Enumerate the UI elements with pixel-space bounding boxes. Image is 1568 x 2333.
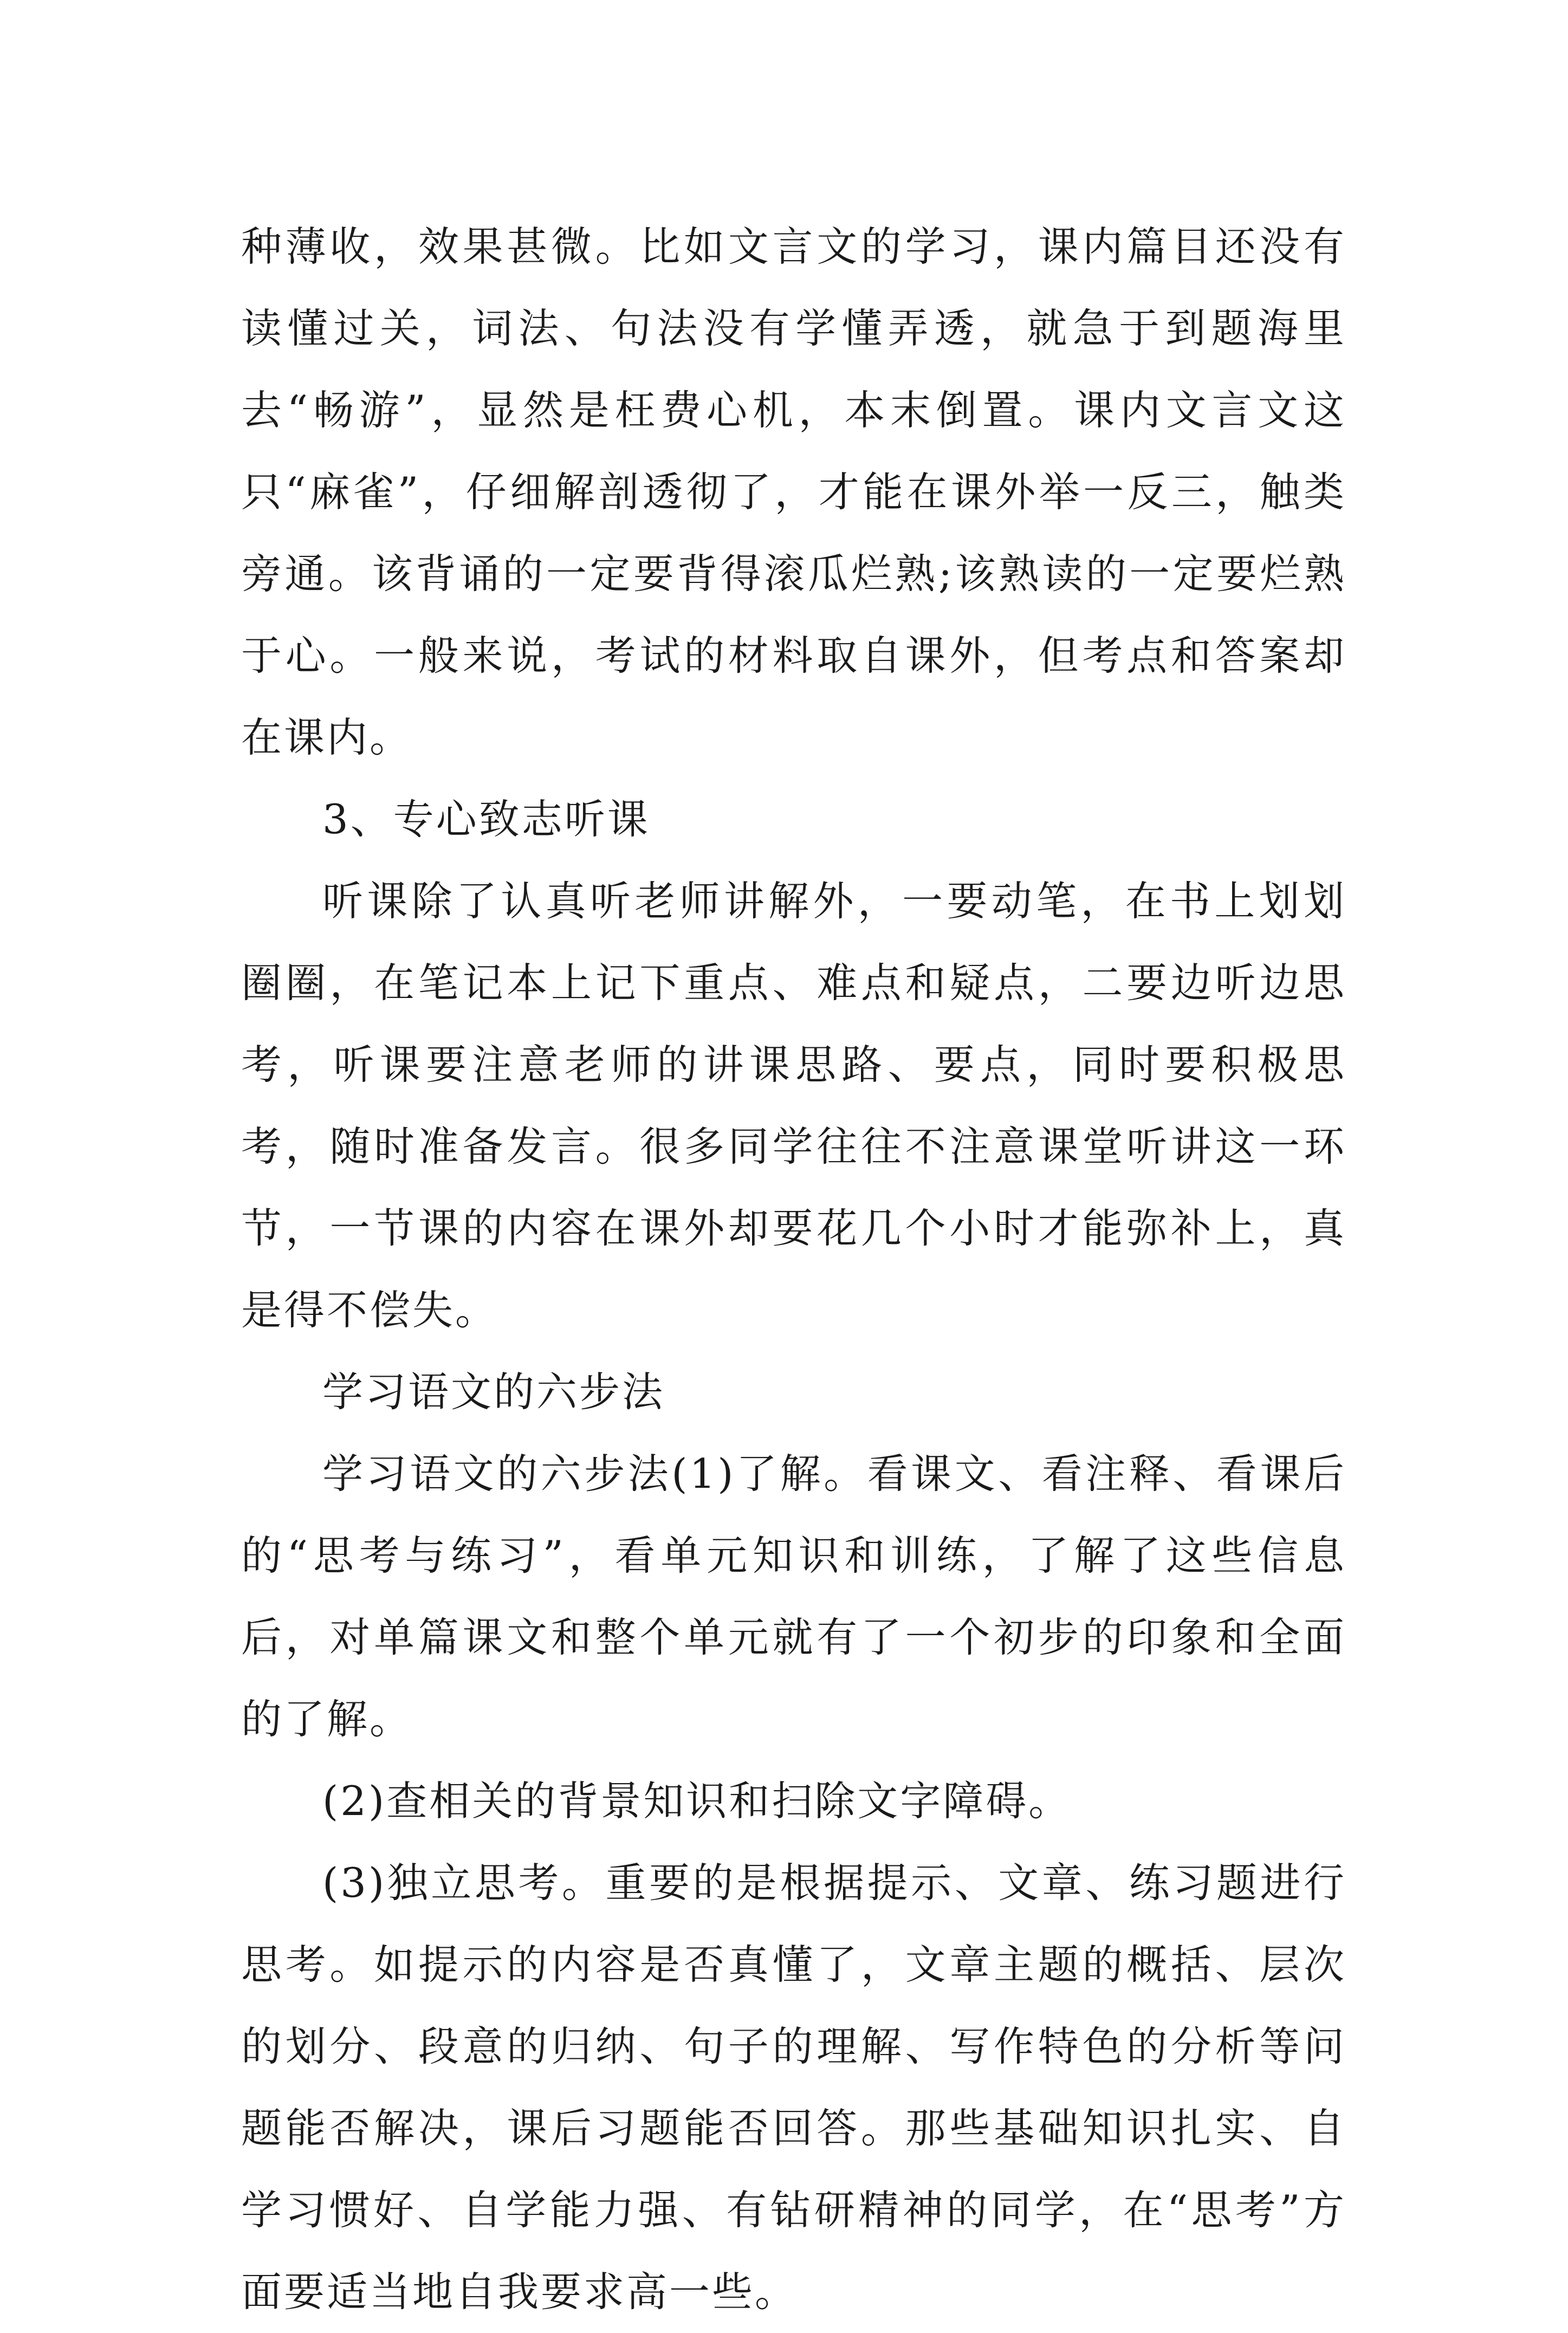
paragraph-step-3: (3)独立思考。重要的是根据提示、文章、练习题进行思考。如提示的内容是否真懂了，文章主题的概括、层次的划分、段意的归纳、句子的理解、写作特色的分析等问题能否解决，课后习题能否回答。那些基础知识扎实、自学习惯好、自学能力强、有钻研精神的同学，在“思考”方面要适当地自我要求高一些。 [241, 1859, 1346, 2316]
paragraph-listening: 听课除了认真听老师讲解外，一要动笔，在书上划划圈圈，在笔记本上记下重点、难点和疑点，二要边听边思考，听课要注意老师的讲课思路、要点，同时要积极思考，随时准备发言。很多同学往往不注意课堂听讲这一环节，一节课的内容在课外却要花几个小时才能弥补上，真是得不偿失。 [241, 877, 1346, 1334]
paragraph-step-1: 学习语文的六步法(1)了解。看课文、看注释、看课后的“思考与练习”，看单元知识和训练，了解了这些信息后，对单篇课文和整个单元就有了一个初步的印象和全面的了解。 [241, 1450, 1346, 1743]
paragraph-step-2: (2)查相关的背景知识和扫除文字障碍。 [322, 1777, 1072, 1825]
section-heading-six-steps: 学习语文的六步法 [322, 1368, 665, 1416]
section-heading-listening: 3、专心致志听课 [322, 795, 650, 843]
body-text [241, 206, 1346, 2333]
paragraph-continuation: 种薄收，效果甚微。比如文言文的学习，课内篇目还没有读懂过关，词法、句法没有学懂弄透，就急于到题海里去“畅游”，显然是枉费心机，本末倒置。课内文言文这只“麻雀”，仔细解剖透彻了，才能在课外举一反三，触类旁通。该背诵的一定要背得滚瓜烂熟;该熟读的一定要烂熟于心。一般来说，考试的材料取自课外，但考点和答案却在课内。 [241, 223, 1346, 761]
